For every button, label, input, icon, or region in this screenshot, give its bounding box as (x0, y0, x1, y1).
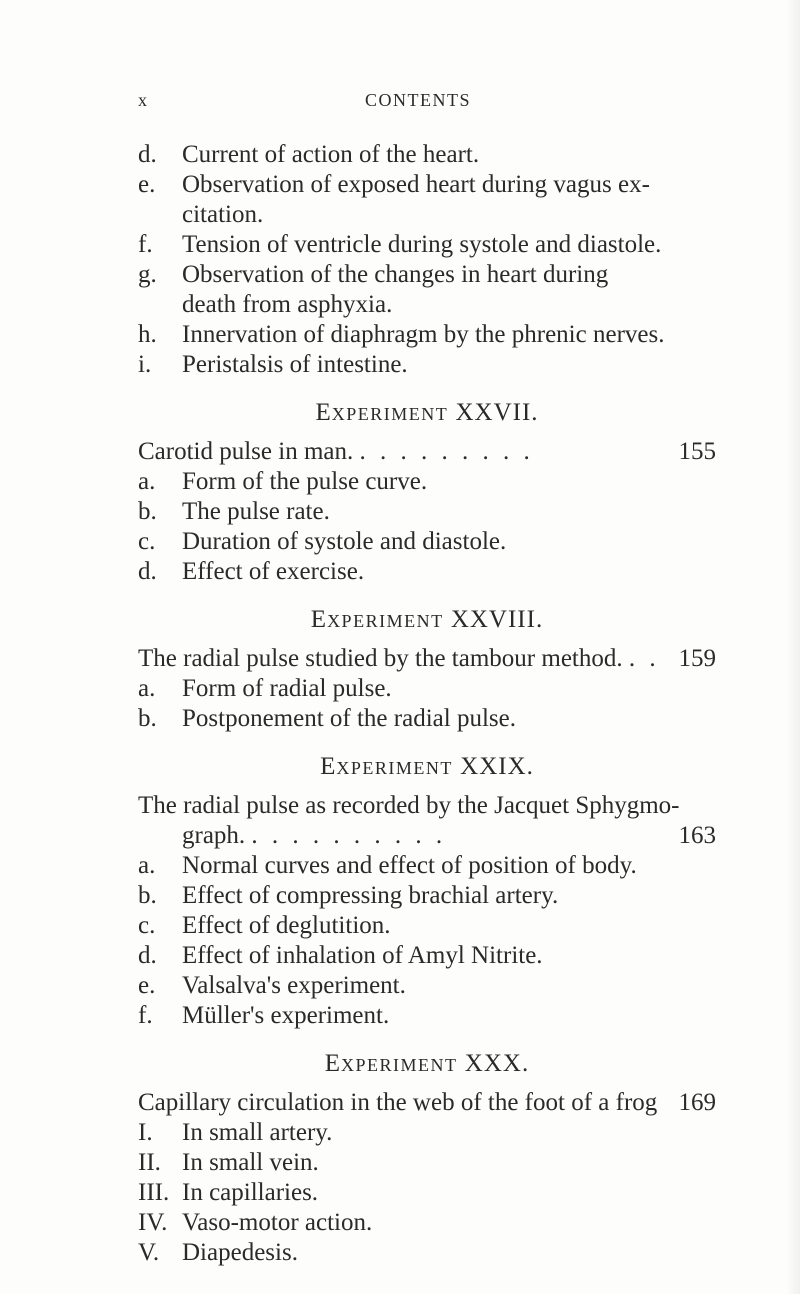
dot-leaders: . . . . . . . . . . (251, 822, 447, 849)
entry-title: The radial pulse studied by the tambour method. (138, 645, 623, 672)
list-item (138, 881, 716, 911)
dot-leaders: . . . . . . . . . (359, 438, 534, 465)
heading-smallcaps: XPERIMENT (331, 404, 449, 424)
contents-entry (138, 1088, 716, 1118)
item-marker: i. (138, 351, 152, 378)
heading-initial: E (315, 399, 332, 426)
entry-title: Capillary circulation in the web of the foot of a frog (138, 1089, 658, 1116)
item-text: Observation of the changes in heart during (182, 261, 609, 288)
heading-smallcaps: XPERIMENT (341, 1055, 458, 1075)
list-item (138, 1148, 716, 1178)
entry-title-continuation: graph. (182, 822, 246, 849)
item-text: Vaso-motor action. (182, 1209, 373, 1236)
contents-entry (138, 437, 716, 467)
page-header (138, 90, 698, 118)
item-text: Tension of ventricle during systole and diastole. (182, 231, 662, 258)
item-text: citation. (182, 201, 264, 228)
item-text: In capillaries. (182, 1179, 319, 1206)
list-item (138, 971, 716, 1001)
list-item-continuation (138, 290, 716, 320)
list-item (138, 230, 716, 260)
item-text: Diapedesis. (182, 1239, 298, 1266)
item-text: Effect of compressing brachial artery. (182, 882, 559, 909)
item-marker: II. (138, 1149, 161, 1176)
heading-initial: E (324, 1050, 342, 1077)
item-marker: h. (138, 321, 157, 348)
contents-entry-continuation (138, 821, 716, 851)
item-text: Postponement of the radial pulse. (182, 705, 516, 732)
page-number: 159 (678, 645, 716, 672)
list-item (138, 1001, 716, 1031)
item-text: Peristalsis of intestine. (182, 351, 408, 378)
item-marker: e. (138, 972, 156, 999)
contents-list (138, 140, 716, 1268)
item-marker: III. (138, 1179, 170, 1206)
page-number: 163 (678, 822, 716, 849)
item-text: The pulse rate. (182, 498, 330, 525)
item-text: Müller's experiment. (182, 1002, 390, 1029)
running-title: CONTENTS (365, 90, 471, 110)
item-text: Duration of systole and diastole. (182, 528, 507, 555)
item-marker: b. (138, 882, 157, 909)
page-number: 155 (678, 438, 716, 465)
experiment-heading (138, 1049, 716, 1080)
item-text: Current of action of the heart. (182, 141, 480, 168)
list-item (138, 1238, 716, 1268)
entry-title: Carotid pulse in man. (138, 438, 354, 465)
item-marker: d. (138, 141, 157, 168)
list-item (138, 941, 716, 971)
item-marker: a. (138, 852, 156, 879)
item-text: Form of radial pulse. (182, 675, 392, 702)
item-marker: I. (138, 1119, 153, 1146)
list-item (138, 704, 716, 734)
list-item (138, 1208, 716, 1238)
list-item (138, 557, 716, 587)
item-marker: b. (138, 498, 157, 525)
list-item-continuation (138, 200, 716, 230)
list-item (138, 527, 716, 557)
item-marker: f. (138, 231, 153, 258)
item-marker: g. (138, 261, 157, 288)
contents-entry (138, 791, 716, 821)
item-text: In small vein. (182, 1149, 319, 1176)
heading-initial: E (310, 606, 328, 633)
entry-title: The radial pulse as recorded by the Jacquet Sphygmo- (138, 792, 680, 819)
list-item (138, 140, 716, 170)
list-item (138, 170, 716, 200)
item-text: Form of the pulse curve. (182, 468, 428, 495)
item-marker: a. (138, 468, 156, 495)
list-item (138, 497, 716, 527)
item-text: Effect of exercise. (182, 558, 365, 585)
page-number: 169 (678, 1089, 716, 1116)
item-marker: d. (138, 942, 157, 969)
item-marker: c. (138, 528, 156, 555)
item-text: death from asphyxia. (182, 291, 393, 318)
item-marker: V. (138, 1239, 160, 1266)
list-item (138, 674, 716, 704)
contents-entry (138, 644, 716, 674)
page-edge-shadow (786, 0, 800, 1294)
list-item (138, 350, 716, 380)
item-text: Valsalva's experiment. (182, 972, 406, 999)
item-marker: b. (138, 705, 157, 732)
heading-smallcaps: XPERIMENT (327, 611, 444, 631)
list-item (138, 467, 716, 497)
experiment-heading (138, 605, 716, 636)
item-text: Observation of exposed heart during vagus ex- (182, 171, 650, 198)
experiment-heading (138, 752, 716, 783)
heading-numeral: XXX. (464, 1050, 530, 1077)
item-marker: IV. (138, 1209, 168, 1236)
list-item (138, 320, 716, 350)
page-folio: x (138, 90, 149, 110)
item-text: Effect of inhalation of Amyl Nitrite. (182, 942, 543, 969)
heading-smallcaps: XPERIMENT (336, 758, 453, 778)
dot-leaders: . . (628, 645, 660, 672)
heading-numeral: XXVII. (455, 399, 539, 426)
item-text: Innervation of diaphragm by the phrenic nerves. (182, 321, 665, 348)
heading-initial: E (320, 753, 337, 780)
item-marker: a. (138, 675, 156, 702)
item-text: In small artery. (182, 1119, 333, 1146)
heading-numeral: XXIX. (460, 753, 534, 780)
heading-numeral: XXVIII. (450, 606, 544, 633)
list-item (138, 851, 716, 881)
list-item (138, 1118, 716, 1148)
list-item (138, 911, 716, 941)
experiment-heading (138, 398, 716, 429)
item-text: Normal curves and effect of position of body. (182, 852, 637, 879)
item-marker: c. (138, 912, 156, 939)
item-marker: d. (138, 558, 157, 585)
item-marker: f. (138, 1002, 153, 1029)
item-marker: e. (138, 171, 156, 198)
list-item (138, 260, 716, 290)
list-item (138, 1178, 716, 1208)
item-text: Effect of deglutition. (182, 912, 391, 939)
